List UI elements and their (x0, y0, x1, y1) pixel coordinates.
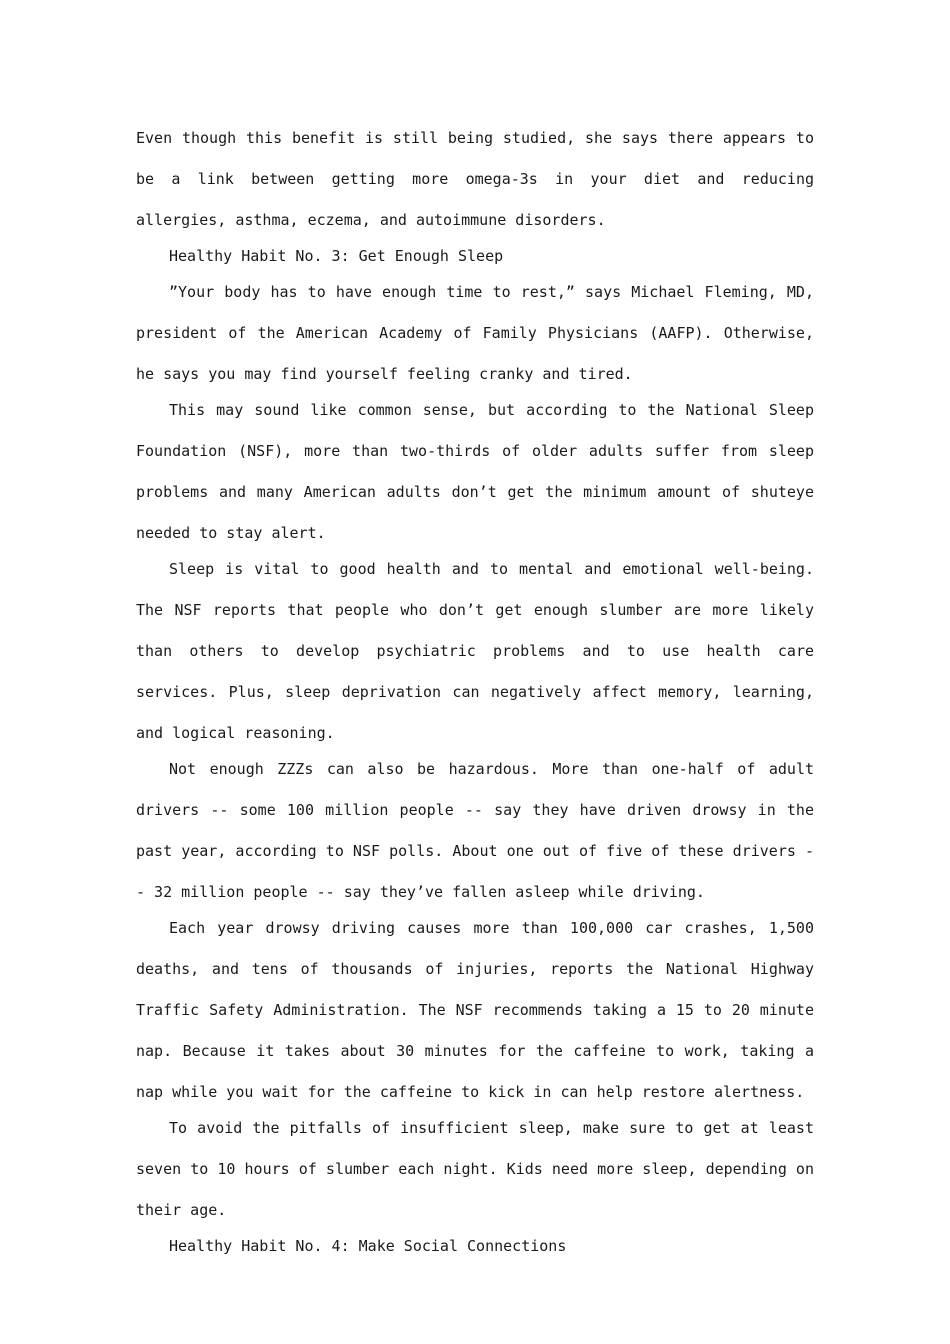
document-body (136, 118, 814, 1262)
paragraph-sleep-vital: Sleep is vital to good health and to mental and emotional well-being. The NSF reports that people who don’t get enough slumber are more likely than others to develop psychiatric problems and to use health care services. Plus, sleep deprivation can negatively affect memory, learning, and logical reasoning. (136, 560, 814, 742)
heading-habit-4: Healthy Habit No. 4: Make Social Connections (169, 1237, 567, 1255)
heading-habit-3: Healthy Habit No. 3: Get Enough Sleep (169, 247, 504, 265)
paragraph-omega3: Even though this benefit is still being studied, she says there appears to be a link between getting more omega-3s in your diet and reducing allergies, asthma, eczema, and autoimmune disorders. (136, 129, 814, 229)
paragraph-rest-quote: ”Your body has to have enough time to rest,” says Michael Fleming, MD, president of the American Academy of Family Physicians (AAFP). Otherwise, he says you may find yourself feeling cranky and tired. (136, 283, 814, 383)
paragraph-nsf-stats: This may sound like common sense, but according to the National Sleep Foundation (NSF), more than two-thirds of older adults suffer from sleep problems and many American adults don’t get the minimum amount of shuteye needed to stay alert. (136, 401, 814, 542)
paragraph-crashes: Each year drowsy driving causes more than 100,000 car crashes, 1,500 deaths, and tens of thousands of injuries, reports the National Highway Traffic Safety Administration. The NSF recommends taking a 15 to 20 minute nap. Because it takes about 30 minutes for the caffeine to work, taking a nap while you wait for the caffeine to kick in can help restore alertness. (136, 919, 814, 1101)
paragraph-avoid-pitfalls: To avoid the pitfalls of insufficient sleep, make sure to get at least seven to 10 hours of slumber each night. Kids need more sleep, depending on their age. (136, 1119, 814, 1219)
paragraph-drowsy-drivers: Not enough ZZZs can also be hazardous. More than one-half of adult drivers -- some 100 million people -- say they have driven drowsy in the past year, according to NSF polls. About one out of five of these drivers -- 32 million people -- say they’ve fallen asleep while driving. (136, 760, 814, 901)
